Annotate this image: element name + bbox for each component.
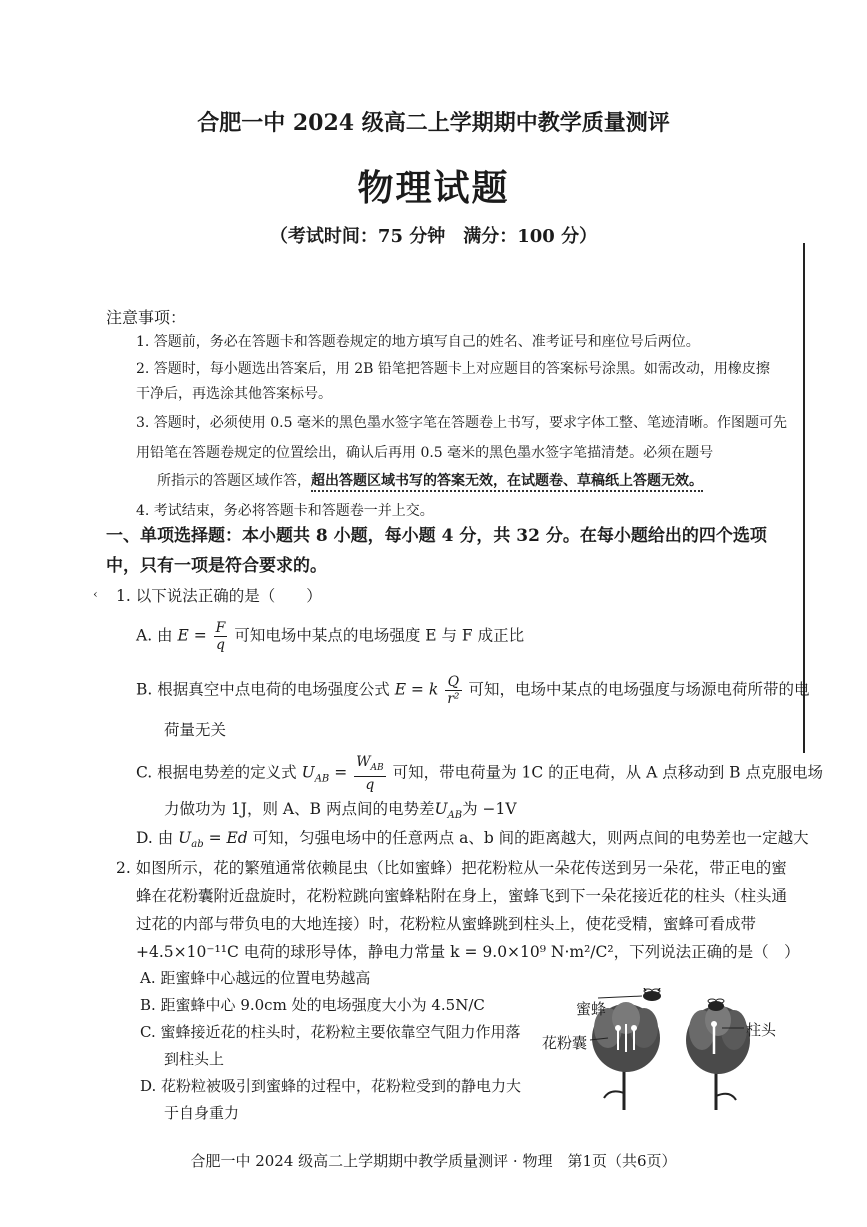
q2-option-a: A. 距蜜蜂中心越远的位置电势越高	[140, 969, 371, 987]
q1-c-fraction	[354, 754, 386, 793]
note-item-1: 1. 答题前，务必在答题卡和答题卷规定的地方填写自己的姓名、准考证号和座位号后两位。	[136, 334, 700, 350]
q1-option-c	[136, 754, 823, 793]
subject-title: 物理试题	[357, 167, 510, 209]
exam-info: （考试时间：75 分钟 满分：100 分）	[269, 226, 598, 247]
q1-c-sym-sub: AB	[314, 773, 330, 785]
q1-c-sym: U	[301, 763, 315, 782]
label-anther: 花粉囊	[542, 1035, 588, 1052]
q1-b-num: Q	[445, 674, 461, 691]
q1-a-fraction	[214, 620, 228, 653]
q1-b-label: B. 根据真空中点电荷的电场强度公式	[136, 680, 390, 699]
q1-c-num-sub: AB	[370, 762, 384, 773]
q1-a-formula-lhs: E =	[177, 626, 207, 645]
q1-b-den: r²	[447, 691, 460, 707]
q1-a-num: F	[215, 620, 226, 636]
q2-line-4: +4.5×10⁻¹¹C 电荷的球形导体，静电力常量 k = 9.0×10⁹ N·m²/C²，下列说法正确的是（ ）	[136, 943, 800, 961]
q1-c-label: C. 根据电势差的定义式	[136, 763, 297, 782]
note-item-3-cont	[157, 470, 703, 493]
q1-c-num	[354, 754, 386, 777]
q1-c-cont-sym: U	[434, 800, 448, 818]
q1-option-b	[136, 674, 809, 707]
q1-c-cont-post: 为 −1V	[462, 800, 517, 818]
q1-d-sym-sub: ab	[191, 839, 204, 851]
q1-a-label: A. 由	[136, 626, 173, 645]
exam-title: 合肥一中 2024 级高二上学期期中教学质量测评	[197, 110, 670, 136]
q1-a-text: 可知电场中某点的电场强度 E 与 F 成正比	[234, 626, 525, 645]
q2-option-d: D. 花粉粒被吸引到蜜蜂的过程中，花粉粒受到的静电力大	[140, 1077, 522, 1095]
page-footer: 合肥一中 2024 级高二上学期期中教学质量测评 · 物理 第1页（共6页）	[190, 1152, 677, 1170]
note-item-2: 2. 答题时，每小题选出答案后，用 2B 铅笔把答题卡上对应题目的答案标号涂黑。如需改动，用橡皮擦干净后，再选涂其他答案标号。	[136, 361, 770, 402]
q1-option-a	[136, 620, 524, 653]
q2-option-d-cont: 于自身重力	[164, 1104, 240, 1122]
q1-d-text: 可知，匀强电场中的任意两点 a、b 间的距离越大，则两点间的电势差也一定越大	[252, 829, 809, 847]
q1-b-fraction	[445, 674, 461, 707]
note-item-3-emphasis: 超出答题区域书写的答案无效，在试题卷、草稿纸上答题无效。	[311, 473, 703, 492]
margin-mark: ‹	[93, 587, 98, 601]
bee-right	[708, 999, 724, 1011]
label-stigma: 柱头	[746, 1022, 777, 1039]
q2-line-3: 过花的内部与带负电的大地连接）时，花粉粒从蜜蜂跳到柱头上，使花受精，蜜蜂可看成带	[136, 915, 757, 933]
q1-d-eq: = Ed	[208, 829, 248, 847]
q1-c-cont-pre: 力做功为 1J，则 A、B 两点间的电势差	[164, 800, 435, 818]
note-item-3: 3. 答题时，必须使用 0.5 毫米的黑色墨水签字笔在答题卷上书写，要求字体工整、笔迹清晰。作图题可先用铅笔在答题卷规定的位置绘出，确认后再用 0.5 毫米的黑色墨水签字笔描清楚。必须在题号	[136, 415, 787, 461]
note-item-4: 4. 考试结束，务必将答题卡和答题卷一并上交。	[136, 503, 434, 519]
q1-c-cont-sub: AB	[447, 810, 463, 822]
section-1-title	[106, 521, 796, 581]
notes-heading: 注意事项：	[106, 308, 187, 327]
q2-line-2: 蜂在花粉囊附近盘旋时，花粉粒跳向蜜蜂粘附在身上，蜜蜂飞到下一朵花接近花的柱头（柱头通	[136, 887, 788, 905]
q1-option-c-cont	[164, 797, 517, 821]
q1-b-formula-lhs: E = k	[394, 680, 439, 699]
q1-c-num-sym: W	[356, 754, 371, 770]
q2-line-1: 2. 如图所示，花的繁殖通常依赖昆虫（比如蜜蜂）把花粉粒从一朵花传送到另一朵花，带正电的蜜	[116, 859, 787, 877]
q1-c-eq: =	[334, 763, 348, 782]
right-flower	[686, 1004, 750, 1110]
q1-option-b-cont: 荷量无关	[164, 721, 227, 739]
flower-illustration	[536, 988, 791, 1118]
q1-c-den: q	[365, 776, 375, 793]
q1-option-d	[136, 826, 809, 850]
q1-b-text: 可知，电场中某点的电场强度与场源电荷所带的电	[468, 680, 810, 699]
q1-a-den: q	[216, 637, 226, 653]
note-item-3-cont-a: 所指示的答题区域作答，	[157, 473, 311, 489]
bee-flower-figure	[536, 988, 791, 1118]
q2-option-c: C. 蜜蜂接近花的柱头时，花粉粒主要依靠空气阻力作用落	[140, 1023, 521, 1041]
bee-left	[643, 988, 661, 1001]
q1-d-sym: U	[178, 829, 192, 847]
label-bee: 蜜蜂	[576, 1001, 607, 1018]
q1-d-label: D. 由	[136, 829, 174, 847]
q1-c-text: 可知，带电荷量为 1C 的正电荷，从 A 点移动到 B 点克服电场	[392, 763, 823, 782]
question-1-stem: 1. 以下说法正确的是（ ）	[116, 587, 322, 605]
section-1-text: 一、单项选择题：本小题共 8 小题，每小题 4 分，共 32 分。在每小题给出的四个选项中，只有一项是符合要求的。	[106, 526, 767, 576]
q2-option-c-cont: 到柱头上	[164, 1050, 225, 1068]
q2-option-b: B. 距蜜蜂中心 9.0cm 处的电场强度大小为 4.5N/C	[140, 996, 485, 1014]
